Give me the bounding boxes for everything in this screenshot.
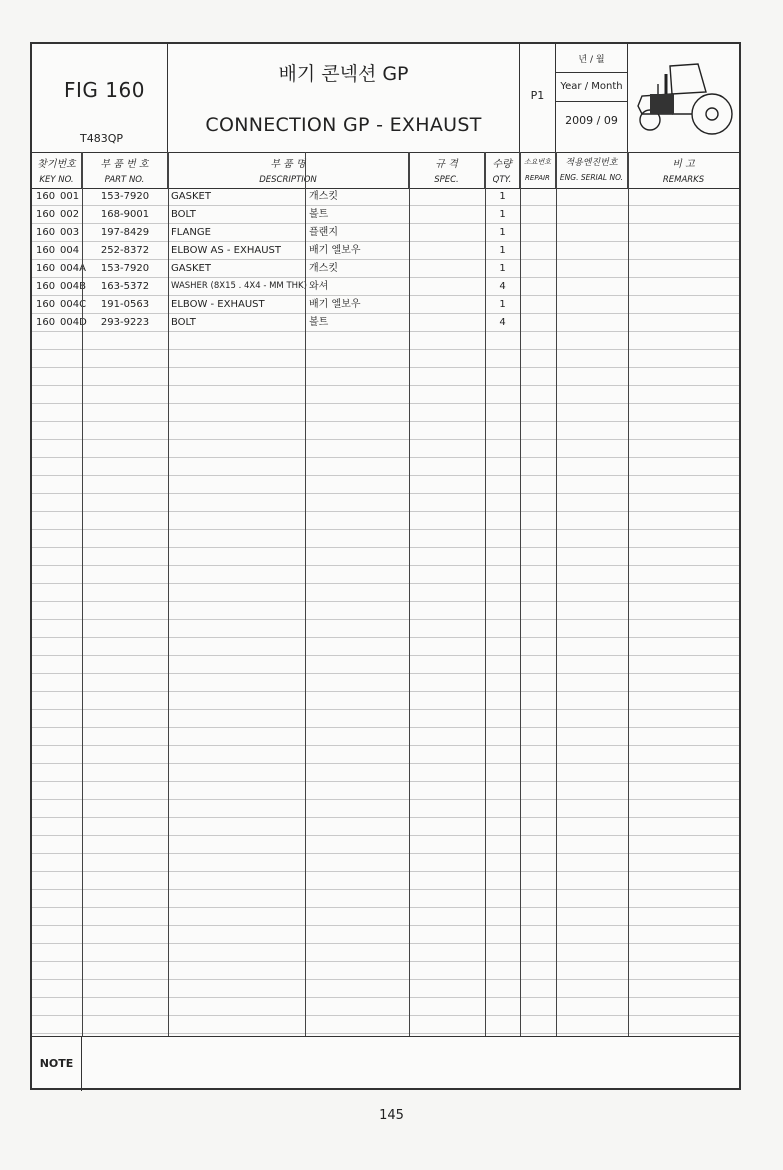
- column-divider: [168, 152, 169, 1036]
- key-number: 001: [60, 191, 80, 202]
- table-row: [32, 260, 739, 278]
- empty-table-row: [32, 440, 739, 458]
- part-number: 252-8372: [100, 245, 150, 256]
- year-month-cell: [556, 44, 628, 152]
- year-month-label-ko: 년 / 월: [578, 55, 605, 65]
- empty-table-row: [32, 710, 739, 728]
- empty-table-row: [32, 584, 739, 602]
- description-en: ELBOW AS - EXHAUST: [171, 245, 281, 256]
- key-fig: 160: [36, 317, 56, 328]
- part-number: 191-0563: [100, 299, 150, 310]
- description-en: FLANGE: [171, 227, 211, 238]
- title-korean: 배기 콘넥션 GP: [278, 63, 409, 85]
- part-number: 168-9001: [100, 209, 150, 220]
- key-fig: 160: [36, 245, 56, 256]
- title-english: CONNECTION GP - EXHAUST: [205, 114, 482, 136]
- empty-table-row: [32, 872, 739, 890]
- empty-table-row: [32, 1016, 739, 1034]
- col-part-no: 부 품 번 호 PART NO.: [82, 152, 168, 188]
- col-remarks: 비 고 REMARKS: [662, 159, 705, 185]
- description-ko: 배기 엘보우: [309, 245, 361, 256]
- column-divider: [305, 152, 306, 1036]
- quantity: 1: [499, 299, 506, 310]
- column-divider: [520, 152, 521, 1036]
- empty-table-row: [32, 854, 739, 872]
- quantity: 1: [499, 263, 506, 274]
- parts-table-body: [32, 188, 739, 1036]
- key-fig: 160: [36, 227, 56, 238]
- col-spec: 규 격 SPEC.: [409, 152, 485, 188]
- key-number: 004C: [60, 299, 87, 310]
- empty-table-row: [32, 404, 739, 422]
- key-number: 004B: [60, 281, 86, 292]
- empty-table-row: [32, 386, 739, 404]
- empty-table-row: [32, 800, 739, 818]
- note-section: [32, 1036, 739, 1091]
- key-fig: 160: [36, 191, 56, 202]
- table-row: [32, 206, 739, 224]
- description-en: ELBOW - EXHAUST: [171, 299, 265, 310]
- empty-table-row: [32, 980, 739, 998]
- part-number: 153-7920: [100, 263, 150, 274]
- empty-table-row: [32, 494, 739, 512]
- key-fig: 160: [36, 299, 56, 310]
- table-row: [32, 242, 739, 260]
- column-divider: [628, 152, 629, 1036]
- column-divider: [82, 152, 83, 1036]
- empty-table-row: [32, 422, 739, 440]
- quantity: 4: [499, 281, 506, 292]
- description-en: BOLT: [171, 209, 196, 220]
- empty-table-row: [32, 620, 739, 638]
- empty-table-row: [32, 728, 739, 746]
- empty-table-row: [32, 566, 739, 584]
- key-number: 004: [60, 245, 80, 256]
- part-number: 153-7920: [100, 191, 150, 202]
- empty-table-row: [32, 818, 739, 836]
- empty-table-row: [32, 962, 739, 980]
- description-ko: 개스킷: [309, 263, 338, 274]
- tractor-icon: [628, 44, 740, 144]
- key-number: 004A: [60, 263, 86, 274]
- description-en: WASHER (8X15 . 4X4 - MM THK): [171, 281, 307, 291]
- col-engine-serial: 적용엔진번호 ENG. SERIAL NO.: [556, 152, 628, 188]
- table-row: [32, 278, 739, 296]
- description-ko: 배기 엘보우: [309, 299, 361, 310]
- col-repair: 소요번호 REPAIR: [520, 152, 556, 188]
- description-en: GASKET: [171, 263, 211, 274]
- empty-table-row: [32, 458, 739, 476]
- fig-label: FIG 160: [64, 78, 145, 102]
- empty-table-row: [32, 512, 739, 530]
- col-description: 부 품 명 DESCRIPTION: [168, 152, 409, 188]
- year-month-label-en: Year / Month: [556, 72, 627, 102]
- illustration-cell: [628, 44, 739, 152]
- empty-table-row: [32, 656, 739, 674]
- description-ko: 볼트: [309, 209, 329, 220]
- col-qty: 수량 QTY.: [485, 152, 520, 188]
- quantity: 4: [499, 317, 506, 328]
- empty-table-row: [32, 998, 739, 1016]
- empty-table-row: [32, 944, 739, 962]
- empty-table-row: [32, 746, 739, 764]
- quantity: 1: [499, 227, 506, 238]
- parts-list-sheet: [30, 42, 741, 1090]
- empty-table-row: [32, 548, 739, 566]
- page-code-cell: [520, 44, 556, 152]
- description-ko: 볼트: [309, 317, 329, 328]
- table-row: [32, 296, 739, 314]
- column-header: [32, 152, 739, 189]
- title-cell: [168, 44, 520, 152]
- quantity: 1: [499, 191, 506, 202]
- page-number: 145: [379, 1108, 404, 1123]
- quantity: 1: [499, 209, 506, 220]
- key-fig: 160: [36, 209, 56, 220]
- model-code: T483QP: [80, 132, 124, 145]
- part-number: 163-5372: [100, 281, 150, 292]
- fig-cell: [32, 44, 168, 152]
- description-ko: 플랜지: [309, 227, 338, 238]
- empty-table-row: [32, 926, 739, 944]
- empty-table-row: [32, 692, 739, 710]
- col-key-no: 찾기번호 KEY NO.: [32, 152, 82, 188]
- column-divider: [556, 152, 557, 1036]
- empty-table-row: [32, 674, 739, 692]
- empty-table-row: [32, 332, 739, 350]
- empty-table-row: [32, 530, 739, 548]
- table-row: [32, 224, 739, 242]
- empty-table-row: [32, 764, 739, 782]
- empty-table-row: [32, 890, 739, 908]
- quantity: 1: [499, 245, 506, 256]
- empty-table-row: [32, 476, 739, 494]
- column-divider: [409, 152, 410, 1036]
- column-divider: [485, 152, 486, 1036]
- key-number: 003: [60, 227, 80, 238]
- note-label: NOTE: [32, 1037, 82, 1091]
- table-row: [32, 188, 739, 206]
- sheet-header: [32, 44, 739, 153]
- table-row: [32, 314, 739, 332]
- key-fig: 160: [36, 281, 56, 292]
- empty-table-row: [32, 908, 739, 926]
- empty-table-row: [32, 602, 739, 620]
- description-ko: 개스킷: [309, 191, 338, 202]
- part-number: 197-8429: [100, 227, 150, 238]
- empty-table-row: [32, 368, 739, 386]
- part-number: 293-9223: [100, 317, 150, 328]
- empty-table-row: [32, 836, 739, 854]
- description-ko: 와셔: [309, 281, 329, 292]
- year-month-value: 2009 / 09: [565, 114, 618, 127]
- key-number: 004D: [60, 317, 87, 328]
- empty-table-row: [32, 350, 739, 368]
- page-code: P1: [530, 89, 545, 102]
- key-number: 002: [60, 209, 80, 220]
- description-en: BOLT: [171, 317, 196, 328]
- empty-table-row: [32, 638, 739, 656]
- empty-table-row: [32, 782, 739, 800]
- key-fig: 160: [36, 263, 56, 274]
- description-en: GASKET: [171, 191, 211, 202]
